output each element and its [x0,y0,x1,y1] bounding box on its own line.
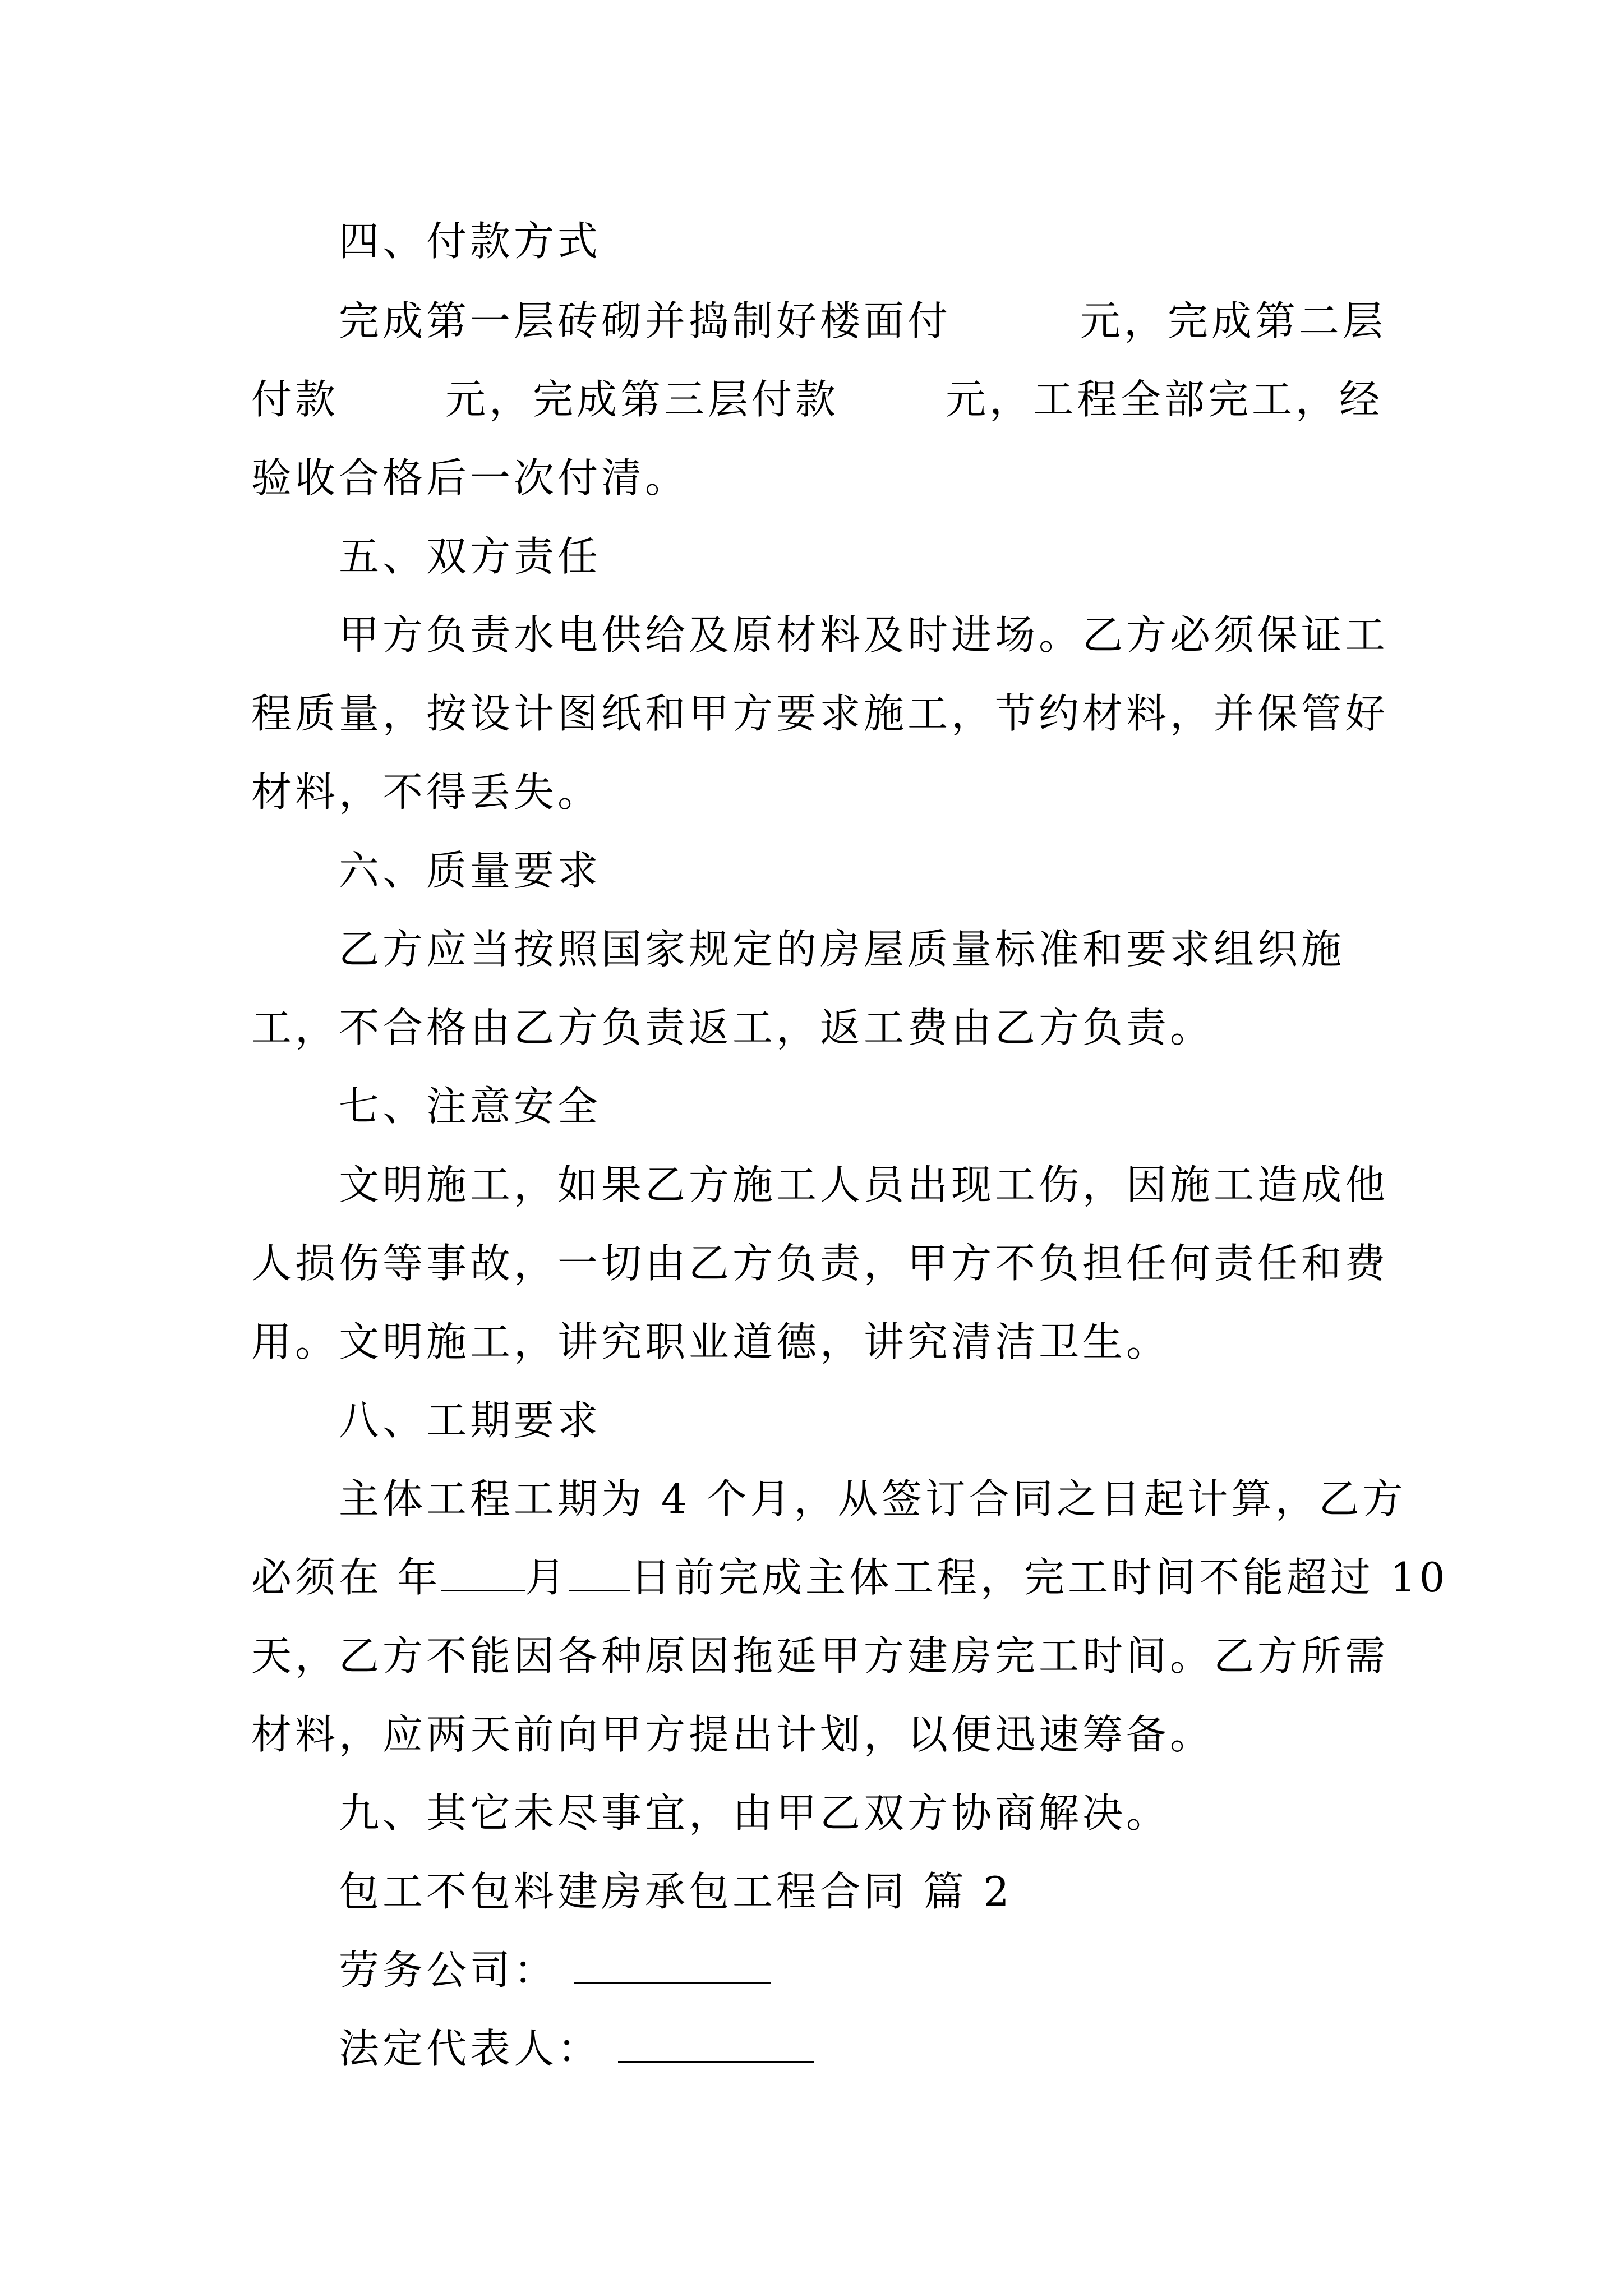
paragraph-line: 付款 元，完成第三层付款 元，工程全部完工，经 [251,376,1384,423]
section-heading-responsibilities: 五、双方责任 [339,533,602,580]
labor-company-field: 劳务公司： [339,1936,1384,2004]
paragraph-line: 九、其它未尽事宜，由甲乙双方协商解决。 [339,1789,1170,1837]
paragraph-line: 主体工程工期为 4 个月，从签订合同之日起计算，乙方 [339,1475,1407,1522]
signature-blank [618,2022,814,2063]
paragraph-line: 人损伤等事故，一切由乙方负责，甲方不负担任何责任和费 [251,1240,1389,1287]
paragraph-line: 完成第一层砖砌并捣制好楼面付 元，完成第二层 [339,297,1387,344]
section-heading-safety: 七、注意安全 [339,1083,602,1130]
section-heading-schedule: 八、工期要求 [339,1397,602,1444]
paragraph-line: 天，乙方不能因各种原因拖延甲方建房完工时间。乙方所需 [251,1632,1389,1680]
section-title: 包工不包料建房承包工程合同 篇 2 [339,1868,1013,1915]
paragraph-line: 甲方负责水电供给及原材料及时进场。乙方必须保证工 [339,611,1389,659]
legal-representative-field: 法定代表人： [339,2015,1384,2082]
paragraph-line: 程质量，按设计图纸和甲方要求施工，节约材料，并保管好 [251,690,1389,737]
section-heading-quality: 六、质量要求 [339,847,602,894]
paragraph-line: 用。文明施工，讲究职业道德，讲究清洁卫生。 [251,1318,1170,1365]
month-blank [441,1550,525,1591]
signature-blank [574,1943,771,1984]
day-blank [569,1550,630,1591]
paragraph-line: 材料，不得丢失。 [251,769,602,816]
paragraph-line: 必须在 年 月 日前完成主体工程，完工时间不能超过 10 [251,1544,1384,1611]
paragraph-line: 材料，应两天前向甲方提出计划，以便迅速筹备。 [251,1711,1214,1758]
paragraph-line: 工，不合格由乙方负责返工，返工费由乙方负责。 [251,1004,1214,1051]
paragraph-line: 验收合格后一次付清。 [251,454,689,501]
section-heading-payment: 四、付款方式 [339,218,602,265]
paragraph-line: 文明施工，如果乙方施工人员出现工伤，因施工造成他 [339,1161,1389,1208]
paragraph-line: 乙方应当按照国家规定的房屋质量标准和要求组织施 [339,926,1345,973]
